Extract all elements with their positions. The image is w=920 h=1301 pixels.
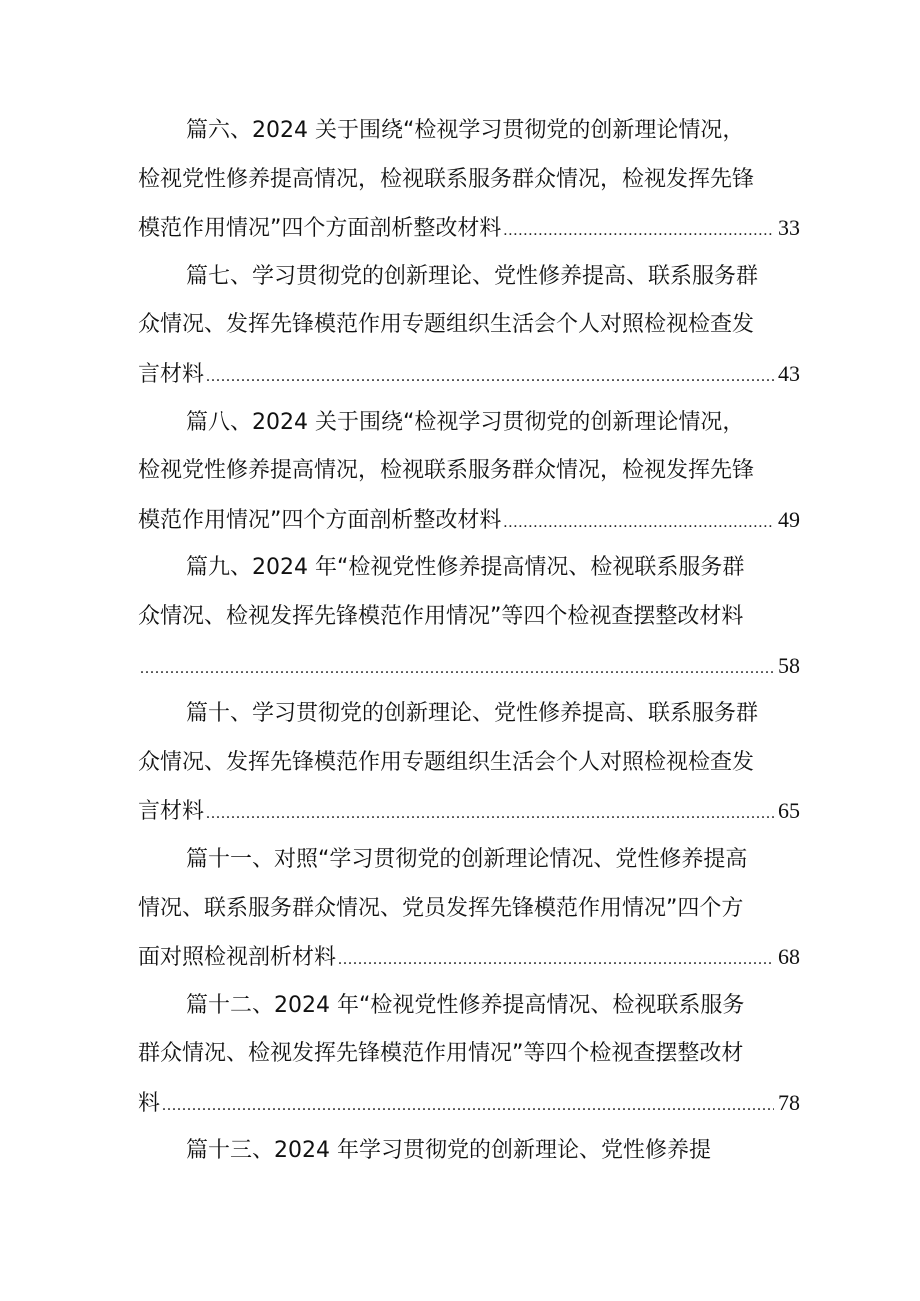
toc-entry-12-line-2: 群众情况、检视发挥先锋模范作用情况”等四个检视查摆整改材 bbox=[138, 1041, 744, 1067]
toc-entry-10-line-3[interactable] bbox=[138, 787, 800, 836]
toc-entry-7-page: 43 bbox=[778, 360, 800, 386]
toc-entry-12-page: 78 bbox=[778, 1089, 800, 1115]
toc-entry-11-line-2: 情况、联系服务群众情况、党员发挥先锋模范作用情况”四个方 bbox=[138, 895, 744, 921]
toc-entry-6-line-3[interactable] bbox=[138, 204, 800, 253]
dot-leader bbox=[162, 1082, 774, 1131]
toc-entry-7-line-3[interactable] bbox=[138, 350, 800, 399]
toc-entry-8-line-2: 检视党性修养提高情况，检视联系服务群众情况，检视发挥先锋 bbox=[138, 458, 755, 484]
toc-entry-10-text: 言材料 bbox=[138, 799, 205, 825]
toc-entry-9-line-3[interactable] bbox=[138, 642, 800, 691]
toc-entry-7-text: 言材料 bbox=[138, 361, 205, 387]
dot-leader bbox=[503, 499, 774, 548]
toc-entry-10-line-2: 众情况、发挥先锋模范作用专题组织生活会个人对照检视检查发 bbox=[138, 749, 755, 775]
toc-entry-12-line-3[interactable] bbox=[138, 1079, 800, 1128]
toc-entry-10-line-1: 篇十、学习贯彻党的创新理论、党性修养提高、联系服务群 bbox=[186, 701, 759, 727]
dot-leader bbox=[338, 936, 774, 985]
dot-leader bbox=[206, 353, 774, 402]
toc-entry-9-line-1: 篇九、2024 年“检视党性修养提高情况、检视联系服务群 bbox=[186, 555, 745, 581]
toc-entry-11-text: 面对照检视剖析材料 bbox=[138, 945, 337, 971]
toc-entry-8-page: 49 bbox=[778, 506, 800, 532]
toc-entry-8-line-1: 篇八、2024 关于围绕“检视学习贯彻党的创新理论情况， bbox=[186, 409, 745, 435]
dot-leader bbox=[206, 790, 774, 839]
toc-entry-8-line-3[interactable] bbox=[138, 496, 800, 545]
table-of-contents bbox=[138, 107, 800, 1176]
toc-entry-11-line-3[interactable] bbox=[138, 933, 800, 982]
toc-entry-6-line-2: 检视党性修养提高情况，检视联系服务群众情况，检视发挥先锋 bbox=[138, 166, 755, 192]
toc-entry-9-page: 58 bbox=[778, 652, 800, 678]
toc-entry-12-line-1: 篇十二、2024 年“检视党性修养提高情况、检视联系服务 bbox=[186, 992, 745, 1018]
toc-entry-6-text: 模范作用情况”四个方面剖析整改材料 bbox=[138, 216, 502, 242]
toc-entry-6-line-1: 篇六、2024 关于围绕“检视学习贯彻党的创新理论情况， bbox=[186, 118, 745, 143]
toc-entry-9-line-2: 众情况、检视发挥先锋模范作用情况”等四个检视查摆整改材料 bbox=[138, 603, 744, 629]
dot-leader bbox=[503, 207, 774, 256]
toc-entry-10-page: 65 bbox=[778, 798, 800, 824]
toc-entry-12-text: 料 bbox=[138, 1090, 161, 1116]
toc-entry-8-text: 模范作用情况”四个方面剖析整改材料 bbox=[138, 507, 502, 533]
toc-entry-7-line-2: 众情况、发挥先锋模范作用专题组织生活会个人对照检视检查发 bbox=[138, 312, 755, 338]
toc-entry-6-page: 33 bbox=[778, 215, 800, 241]
dot-leader bbox=[140, 645, 774, 694]
toc-entry-11-page: 68 bbox=[778, 944, 800, 970]
toc-entry-13-line-1: 篇十三、2024 年学习贯彻党的创新理论、党性修养提 bbox=[186, 1138, 711, 1164]
toc-entry-7-line-1: 篇七、学习贯彻党的创新理论、党性修养提高、联系服务群 bbox=[186, 263, 759, 289]
toc-entry-11-line-1: 篇十一、对照“学习贯彻党的创新理论情况、党性修养提高 bbox=[186, 846, 748, 872]
